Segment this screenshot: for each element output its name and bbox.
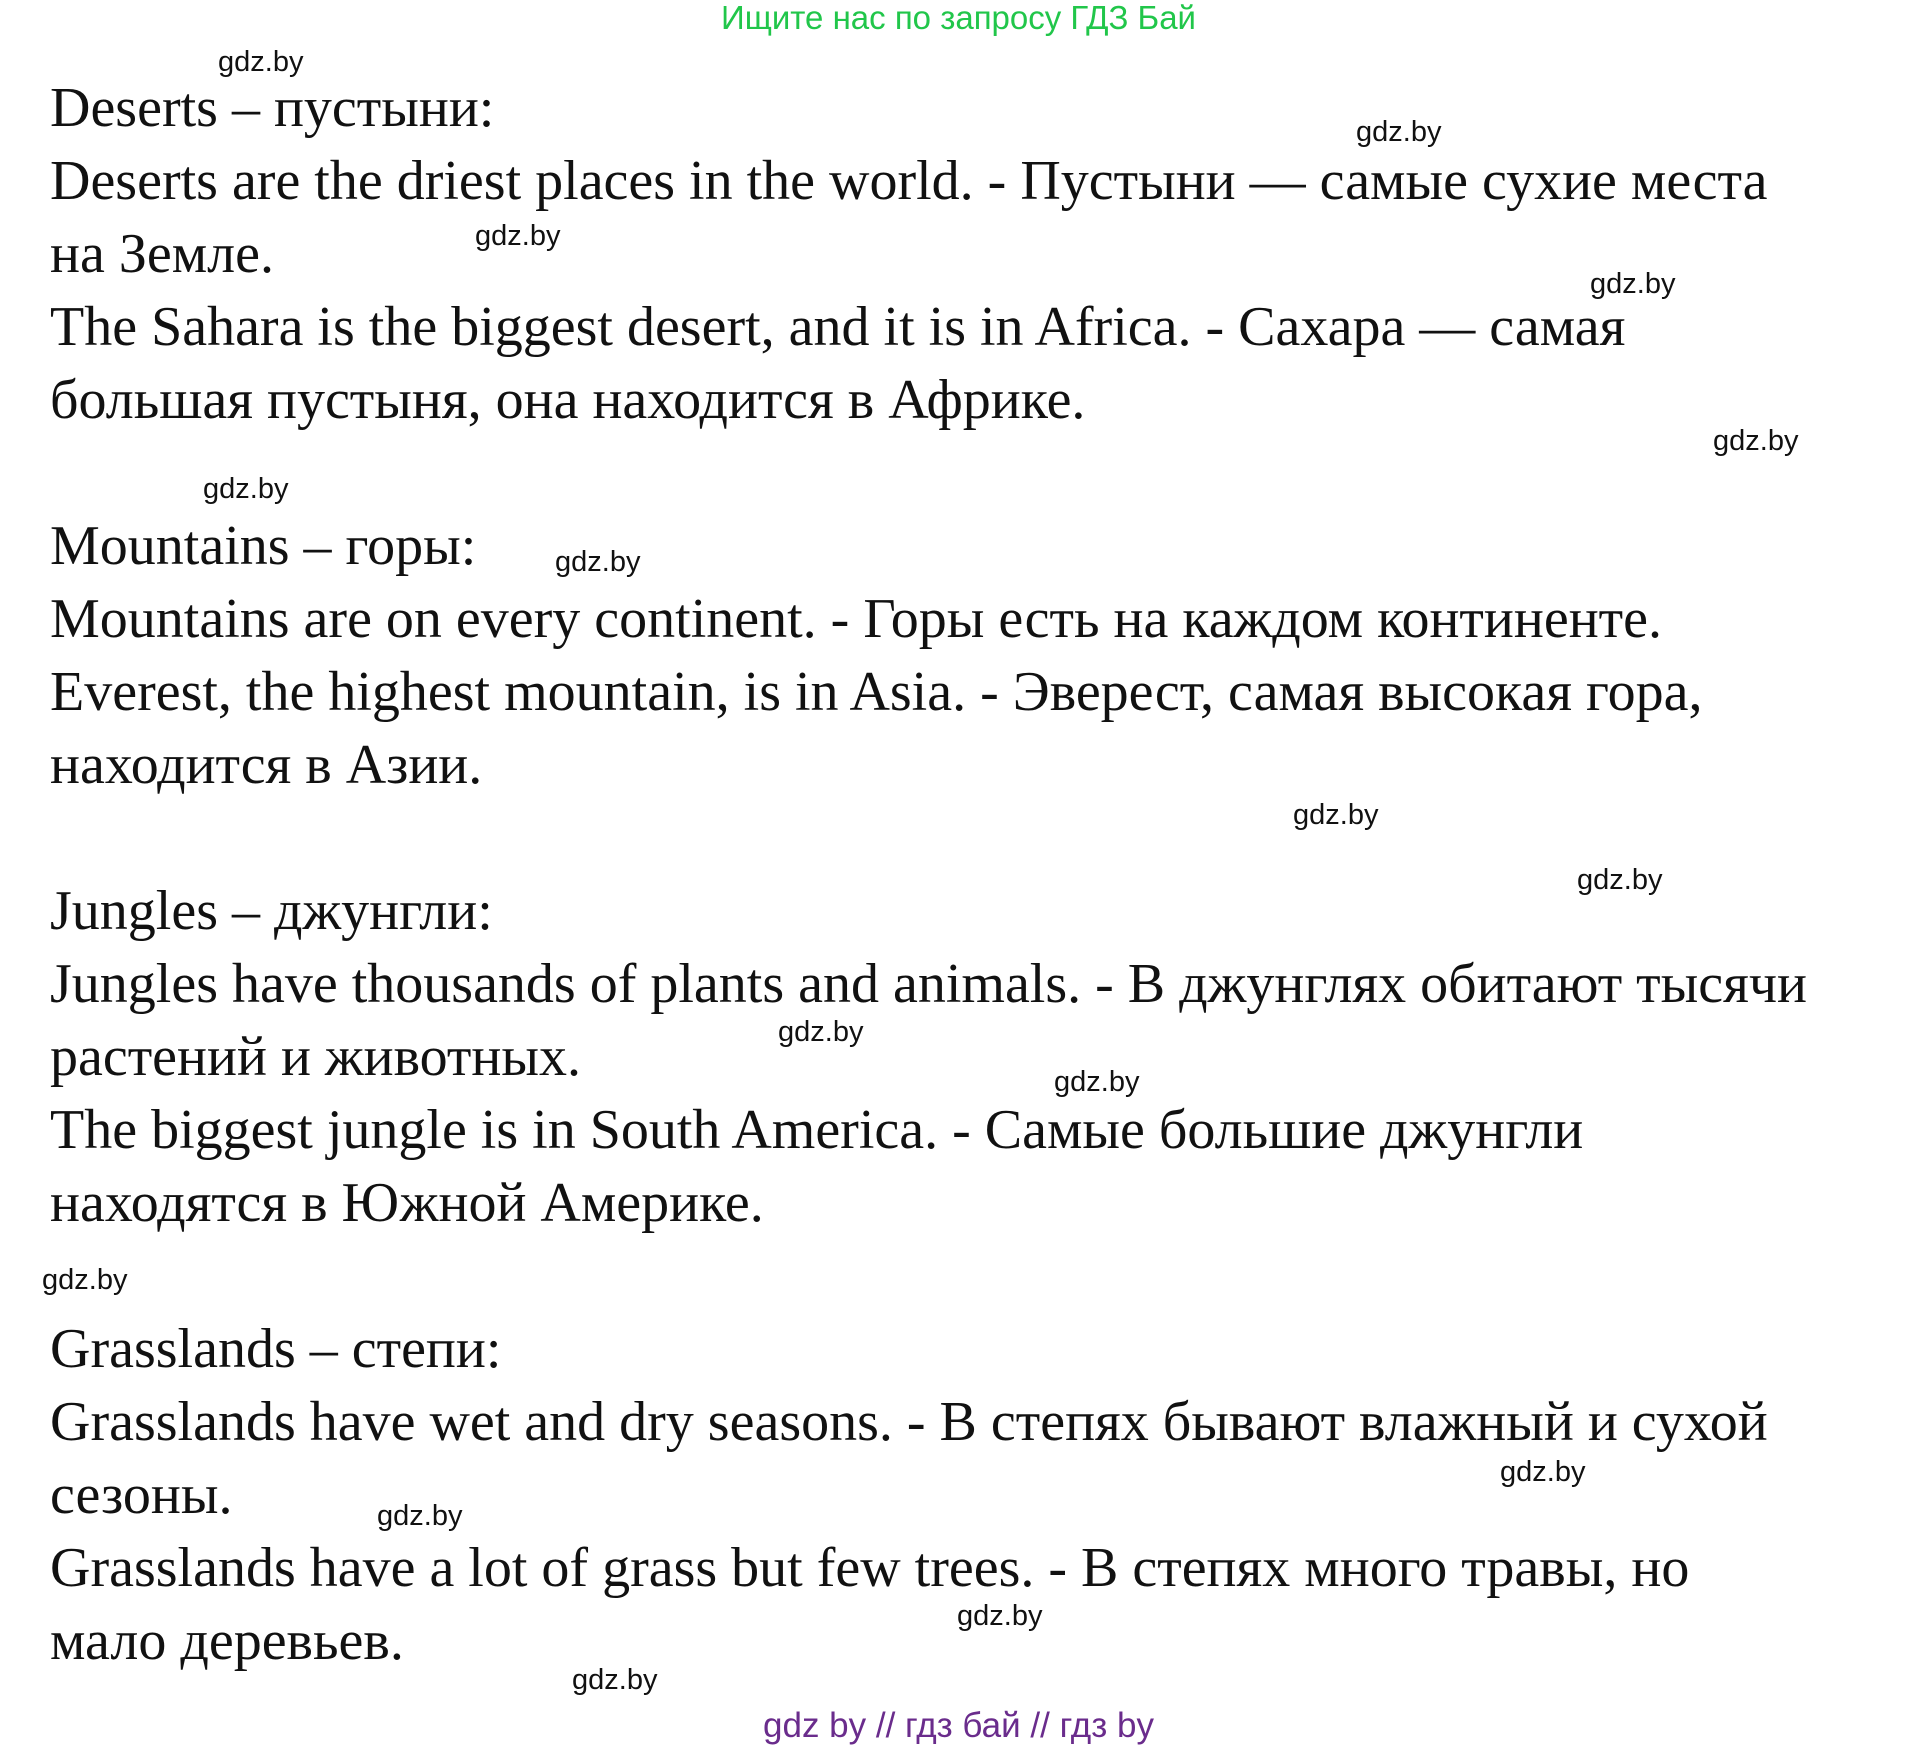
section-heading: Deserts – пустыни: — [50, 77, 495, 139]
watermark: gdz.by — [1293, 799, 1379, 831]
watermark: gdz.by — [1356, 116, 1442, 148]
watermark: gdz.by — [1054, 1066, 1140, 1098]
text-line: Jungles have thousands of plants and animals. - В джунглях обитают тысячи — [50, 953, 1808, 1015]
watermark: gdz.by — [1713, 425, 1799, 457]
section-deserts — [50, 72, 1910, 437]
text-line: находится в Азии. — [50, 734, 483, 796]
text-line: растений и животных. — [50, 1026, 581, 1088]
section-jungles — [50, 875, 1910, 1240]
watermark: gdz.by — [1590, 268, 1676, 300]
text-line: The biggest jungle is in South America. - Самые большие джунгли — [50, 1099, 1584, 1161]
watermark: gdz.by — [778, 1016, 864, 1048]
search-banner: Ищите нас по запросу ГДЗ Бай — [721, 0, 1196, 36]
text-line: большая пустыня, она находится в Африке. — [50, 369, 1086, 431]
section-heading: Jungles – джунгли: — [50, 880, 493, 942]
text-line: находятся в Южной Америке. — [50, 1172, 764, 1234]
text-line: на Земле. — [50, 223, 274, 285]
watermark: gdz.by — [377, 1500, 463, 1532]
watermark: gdz.by — [218, 46, 304, 78]
watermark: gdz.by — [572, 1664, 658, 1696]
text-line: Grasslands have wet and dry seasons. - В степях бывают влажный и сухой — [50, 1391, 1768, 1453]
watermark: gdz.by — [555, 546, 641, 578]
watermark: gdz.by — [1500, 1456, 1586, 1488]
text-line: The Sahara is the biggest desert, and it is in Africa. - Сахара — самая — [50, 296, 1626, 358]
watermark: gdz.by — [475, 220, 561, 252]
watermark: gdz.by — [42, 1264, 128, 1296]
section-mountains — [50, 510, 1910, 802]
section-spacer — [50, 437, 1910, 510]
text-line: Mountains are on every continent. - Горы есть на каждом континенте. — [50, 588, 1662, 650]
text-line: Everest, the highest mountain, is in Asia. - Эверест, самая высокая гора, — [50, 661, 1703, 723]
text-line: Deserts are the driest places in the world. - Пустыни — самые сухие места — [50, 150, 1768, 212]
watermark: gdz.by — [203, 473, 289, 505]
text-line: Grasslands have a lot of grass but few trees. - В степях много травы, но — [50, 1537, 1690, 1599]
section-heading: Mountains – горы: — [50, 515, 477, 577]
watermark: gdz.by — [1577, 864, 1663, 896]
section-heading: Grasslands – степи: — [50, 1318, 502, 1380]
footer-text: gdz by // гдз бай // гдз by — [763, 1706, 1154, 1745]
watermark: gdz.by — [957, 1600, 1043, 1632]
text-line: сезоны. — [50, 1464, 233, 1526]
text-line: мало деревьев. — [50, 1610, 404, 1672]
section-spacer — [50, 1240, 1910, 1313]
